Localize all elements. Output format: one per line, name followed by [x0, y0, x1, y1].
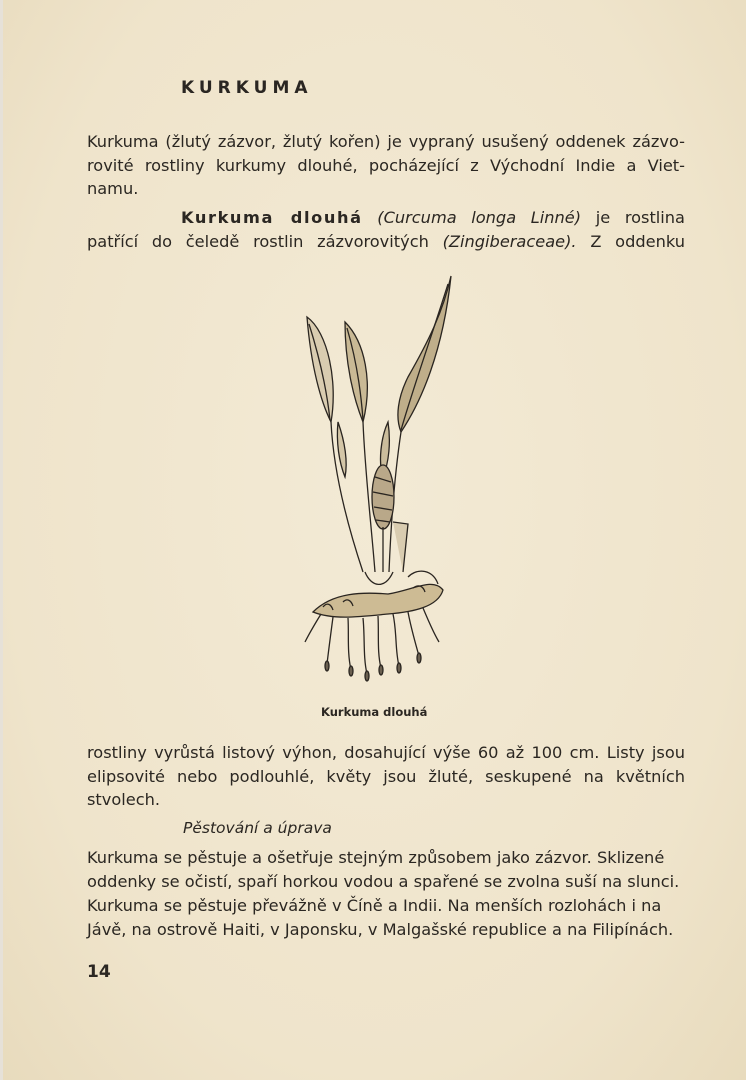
text-line: oddenky se očistí, spaří horkou vodou a spařené se zvolna suší na slunci.: [87, 872, 680, 891]
text-fragment: je rostlina: [581, 208, 685, 227]
family-name: (Zingiberaceae).: [442, 231, 577, 251]
page-title: KURKUMA: [181, 78, 313, 98]
text-line: Kurkuma (žlutý zázvor, žlutý kořen) je vypraný usušený oddenek zázvo-: [87, 132, 685, 151]
intro-paragraph: [87, 130, 685, 201]
text-line: namu.: [87, 179, 139, 198]
text-line: [87, 230, 685, 254]
figure-caption: Kurkuma dlouhá: [321, 705, 428, 719]
text-line: elipsovité nebo podlouhlé, květy jsou žluté, seskupené na květních: [87, 766, 685, 786]
section-subheading: Pěstování a úprava: [183, 819, 332, 837]
text-line: Kurkuma se pěstuje převážně v Číně a Indii. Na menších rozlohách i na: [87, 896, 662, 915]
species-name: Kurkuma dlouhá: [181, 208, 363, 227]
latin-name: (Curcuma longa Linné): [377, 208, 582, 227]
text-line: Kurkuma se pěstuje a ošetřuje stejným způsobem jako zázvor. Sklizené: [87, 848, 665, 867]
species-paragraph: [87, 206, 685, 253]
turmeric-plant-illustration: [293, 272, 463, 692]
text-line: stvolech.: [87, 790, 161, 809]
text-line: Jávě, na ostrově Haiti, v Japonsku, v Malgašské republice a na Filipínách.: [87, 920, 674, 939]
page-number: 14: [87, 962, 111, 982]
text-fragment: Z oddenku: [576, 231, 685, 251]
text-line: rostliny vyrůstá listový výhon, dosahující výše 60 až 100 cm. Listy jsou: [87, 743, 685, 762]
text-line: rovité rostliny kurkumy dlouhé, pocházející z Východní Indie a Viet-: [87, 155, 685, 175]
description-paragraph: [87, 741, 685, 812]
text-line: [87, 206, 685, 230]
text-fragment: patřící do čeledě rostlin zázvorovitých: [87, 231, 443, 251]
cultivation-paragraph: [87, 846, 691, 942]
